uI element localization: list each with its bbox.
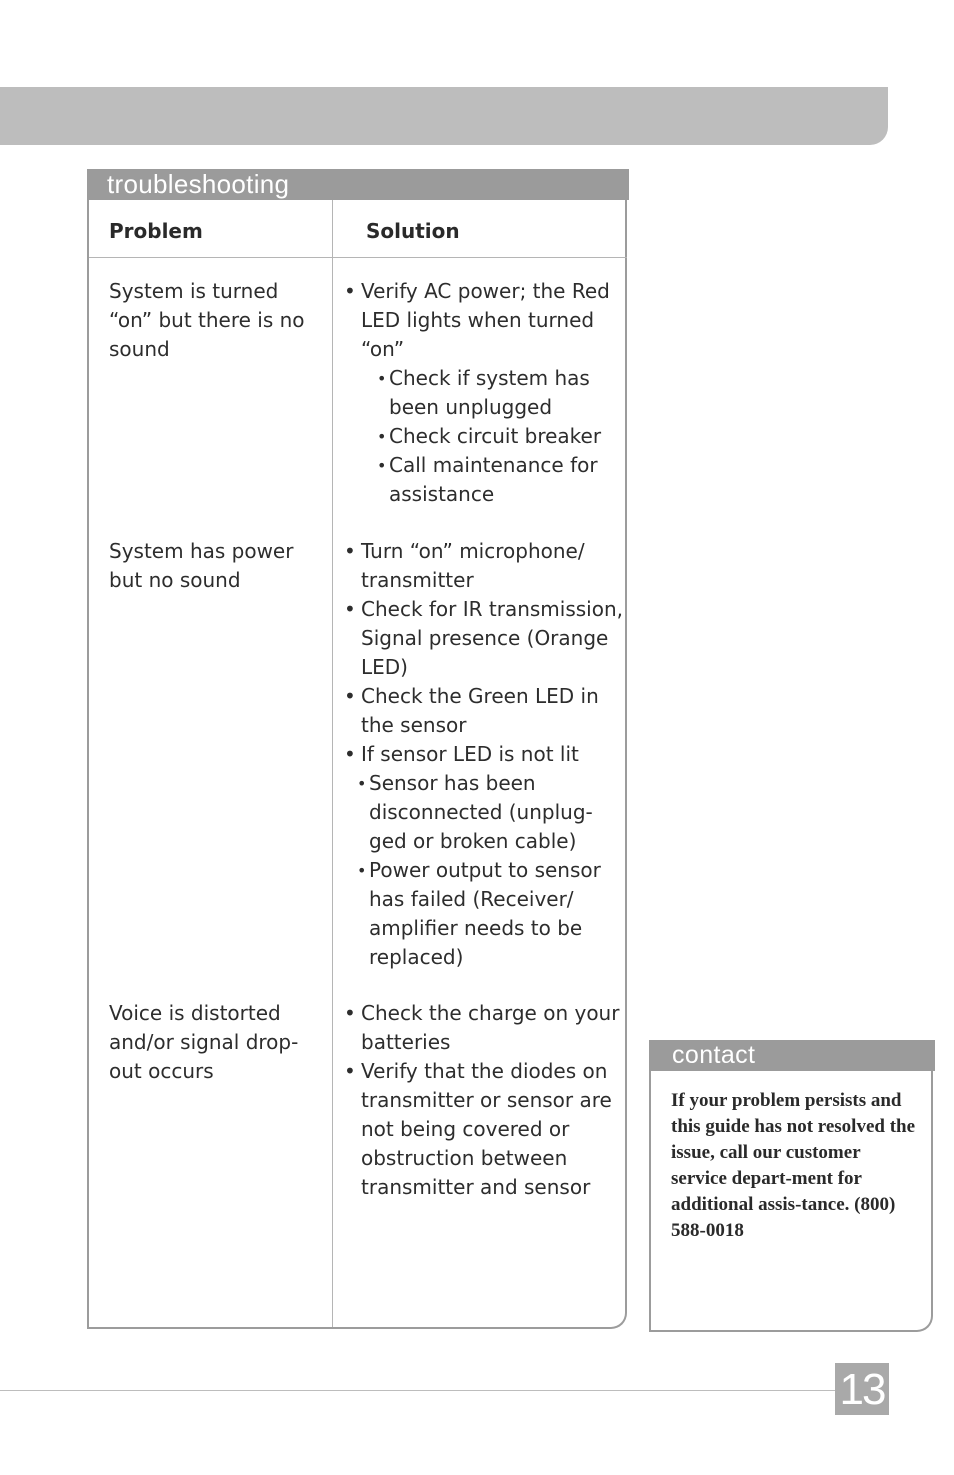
troubleshooting-table xyxy=(87,169,627,1329)
sub-solution-item: • Power output to sensor has failed (Receiver/ amplifier needs to be replaced) xyxy=(349,856,626,972)
problem-cell: System has power but no sound xyxy=(109,539,294,592)
footer-rule xyxy=(0,1390,836,1391)
solution-text: Check for IR transmission, Signal presence (Orange LED) xyxy=(361,597,624,679)
solution-item xyxy=(341,682,626,740)
page-number-box xyxy=(835,1363,889,1415)
solution-column-header: Solution xyxy=(366,219,460,243)
solution-item xyxy=(341,537,626,595)
problem-cell: System is turned “on” but there is no sound xyxy=(109,279,305,361)
solution-text: Check the charge on your batteries xyxy=(361,1001,620,1054)
sub-solution-item: • Check if system has been unplugged xyxy=(369,364,626,422)
contact-box xyxy=(649,1040,933,1332)
solution-item xyxy=(341,595,626,682)
problem-column-header: Problem xyxy=(109,219,203,243)
sub-solution-item: • Call maintenance for assistance xyxy=(369,451,626,509)
page-number: 13 xyxy=(839,1365,885,1414)
header-divider xyxy=(89,257,627,258)
solution-list xyxy=(341,537,626,972)
problem-cell: Voice is distorted and/or signal drop-out occurs xyxy=(109,1001,299,1083)
troubleshooting-title-bar xyxy=(87,169,629,200)
solution-text: If sensor LED is not lit xyxy=(361,742,579,766)
solution-list xyxy=(341,999,626,1202)
solution-text: Verify that the diodes on transmitter or sensor are not being covered or obstruction between transmitter and sensor xyxy=(361,1059,612,1199)
solution-text: Turn “on” microphone/ transmitter xyxy=(361,539,585,592)
contact-title-bar xyxy=(649,1040,935,1071)
contact-title: contact xyxy=(672,1041,756,1069)
contact-text: If your problem persists and this guide has not resolved the issue, call our customer service depart-ment for additional assis-tance. (800) 588-0018 xyxy=(671,1090,916,1241)
solution-text: Verify AC power; the Red LED lights when turned “on” xyxy=(361,279,610,361)
solution-list xyxy=(341,277,626,509)
solution-item xyxy=(341,1057,626,1202)
solution-text: Check the Green LED in the sensor xyxy=(361,684,599,737)
sub-solution-item: • Sensor has been disconnected (unplug-ged or broken cable) xyxy=(349,769,626,856)
solution-item xyxy=(341,740,626,972)
solution-item xyxy=(341,277,626,509)
sub-solution-list xyxy=(349,769,626,972)
solution-item xyxy=(341,999,626,1057)
sub-solution-item: • Check circuit breaker xyxy=(369,422,626,451)
troubleshooting-title: troubleshooting xyxy=(107,169,290,199)
sub-solution-list xyxy=(361,364,626,509)
header-band xyxy=(0,87,888,145)
column-divider xyxy=(332,200,333,1327)
